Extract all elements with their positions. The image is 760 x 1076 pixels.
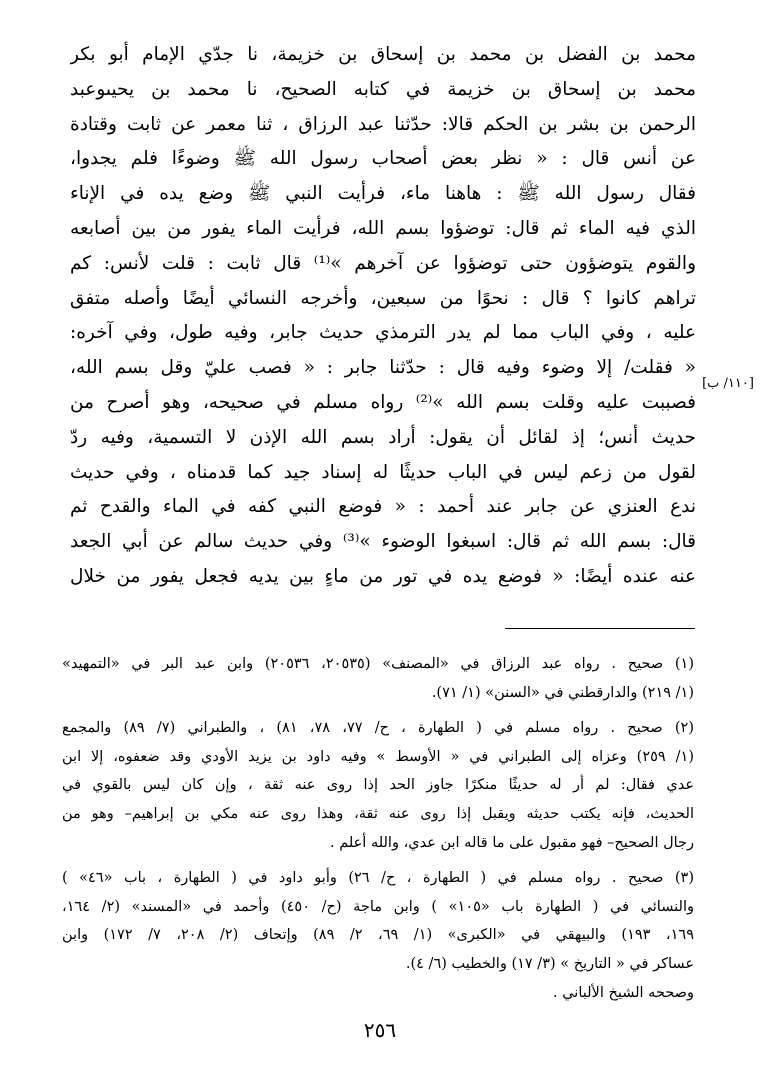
footnote-line: ١٦٩، ١٩٣) والبيهقي في «الكبرى» (١/ ٦٩، ٢/ ٨٩) وإتحاف (٢/ ٢٠٨، ٧/ ١٧٢) وابن — [62, 927, 694, 944]
body-line: محمد بن الفضل بن محمد بن إسحاق بن خزيمة، نا جدّي الإمام أبو بكر — [70, 44, 696, 65]
footnote-line: وصححه الشيخ الألباني . — [553, 984, 694, 1001]
footnote-line: (١/ ٢٥٩) وعزاه إلى الطبراني في « الأوسط » وفيه داود بن يزيد الأودي وقد ضعفوه، إلا ابن — [62, 748, 694, 765]
footnote-line: رجال الصحيح– فهو مقبول على ما قاله ابن عدي، والله أعلم . — [329, 834, 694, 851]
body-line: عنه عنده أيضًا: « فوضع يده في تور من ماءٍ بين يديه فجعل يفور من خلال — [70, 565, 696, 587]
footnote-line: (١) صحيح . رواه عبد الرزاق في «المصنف» (٢٠٥٣٥، ٢٠٥٣٦) وابن عبد البر في «التمهيد» — [62, 656, 694, 672]
body-line: فقال رسول الله ﷺ : هاهنا ماء، فرأيت النبي ﷺ وضع يده في الإناء — [70, 183, 696, 205]
body-line: حديث أنس؛ إذ لقائل أن يقول: أراد بسم الله الإذن لا التسمية، وفيه ردّ — [70, 426, 696, 448]
margin-folio-note: [١١٠/ ب] — [702, 376, 754, 391]
body-line: عليه ، وفي الباب مما لم يدر الترمذي حديث جابر، وفيه طول، وفي آخره: — [70, 322, 696, 344]
footnote-3 — [62, 864, 694, 1007]
footnote-line: عدي فقال: لم أر له حديثًا منكرًا جاوز الحد إذا روى عنه ثقة ، وإن كان ليس بالقوي في — [62, 777, 694, 794]
body-line: « فقلت/ إلا وضوء وفيه قال : حدّثنا جابر : « فصب عليّ وقل بسم الله، — [70, 357, 696, 379]
body-line: والقوم يتوضؤون حتى توضؤوا عن آخرهم »⁽¹⁾ قال ثابت : قلت لأنس: كم — [70, 252, 696, 274]
body-line: قال: بسم الله ثم قال: اسبغوا الوضوء »⁽³⁾ وفي حديث سالم عن أبي الجعد — [70, 531, 696, 553]
footnote-divider — [505, 628, 695, 629]
footnote-1 — [62, 650, 694, 707]
footnote-2 — [62, 714, 694, 857]
footnote-line: (٢) صحيح . رواه مسلم في ( الطهارة ، ح/ ٧٧، ٧٨، ٨١) ، والطبراني (٧/ ٨٩) والمجمع — [62, 720, 694, 737]
body-line: محمد بن إسحاق بن خزيمة في كتابه الصحيح، نا محمد بن يحيىوعبد — [70, 78, 696, 100]
body-line: ندع العنزي عن جابر عند أحمد : « فوضع النبي كفه في الماء والقدح ثم — [70, 496, 696, 518]
footnote-line: (١/ ٢١٩) والدارقطني في «السنن» (١/ ٧١). — [431, 684, 694, 701]
body-line: فصببت عليه وقلت بسم الله »⁽²⁾ رواه مسلم في صحيحه، وهو أصرح من — [70, 391, 696, 413]
footnotes — [62, 650, 694, 1014]
page-number: ٢٥٦ — [363, 1018, 397, 1042]
footnote-line: عساكر في « التاريخ » (٣/ ١٧) والخطيب (٦/ ٤). — [405, 955, 694, 972]
main-text — [70, 38, 696, 595]
body-line: تراهم كانوا ؟ قال : نحوًا من سبعين، وأخرجه النسائي أيضًا وأصله متفق — [70, 287, 696, 309]
body-line: الذي فيه الماء ثم قال: توضؤوا بسم الله، فرأيت الماء يفور من بين أصابعه — [70, 217, 696, 239]
footnote-line: (٣) صحيح . رواه مسلم في ( الطهارة ، ح/ ٢٦) وأبو داود في ( الطهارة ، باب «٤٦» ) — [62, 870, 694, 887]
body-line: الرحمن بن بشر بن الحكم قالا: حدّثنا عبد الرزاق ، ثنا معمر عن ثابت وقتادة — [70, 113, 696, 135]
footnote-line: والنسائي في ( الطهارة باب «١٠٥» ) وابن ماجة (ح/ ٤٥٠) وأحمد في «المسند» (٢/ ١٦٤، — [62, 898, 694, 915]
footnote-line: الحديث، فإنه يكتب حديثه ويقبل إذا روى عنه ثقة، وهذا روى عنه مكي بن إبراهيم– وهو من — [62, 805, 694, 822]
body-line: عن أنس قال : « نظر بعض أصحاب رسول الله ﷺ وضوءًا فلم يجدوا، — [70, 148, 696, 170]
body-line: لقول من زعم ليس في الباب حديثًا له إسناد جيد كما قدمناه ، وفي حديث — [70, 461, 696, 483]
